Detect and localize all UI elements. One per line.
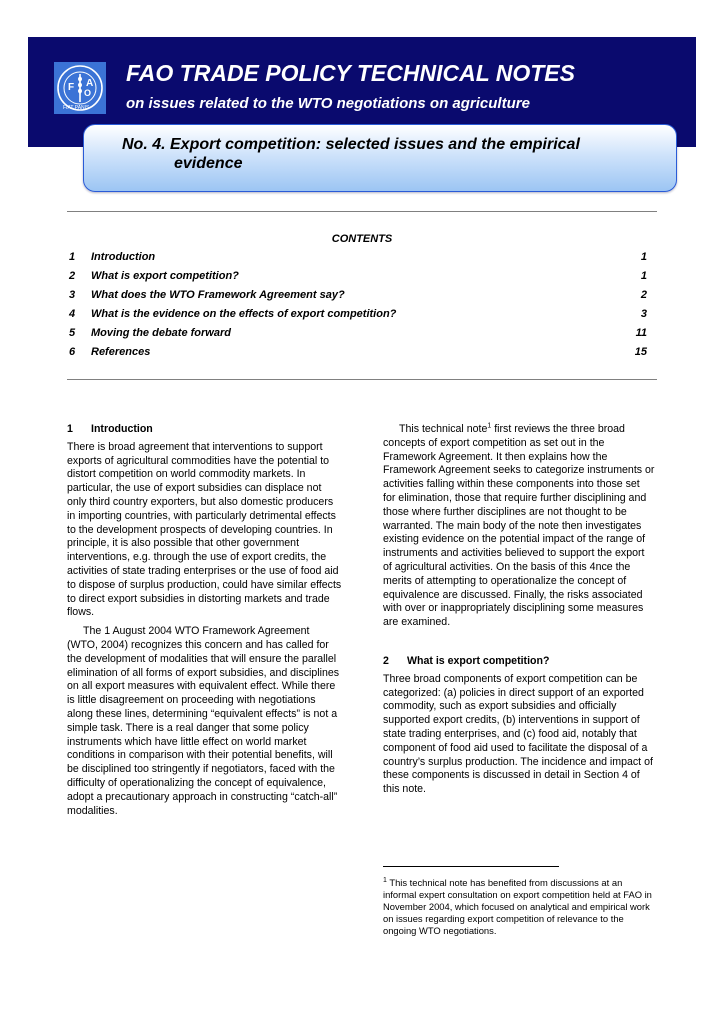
contents-heading: CONTENTS — [331, 233, 393, 245]
toc-item[interactable]: 5 Moving the debate forward 11 — [69, 327, 647, 339]
publication-title: FAO TRADE POLICY TECHNICAL NOTES — [126, 60, 575, 86]
note-title — [122, 135, 642, 173]
section-heading-introduction: 1 Introduction — [67, 423, 153, 435]
svg-text:FIAT PANIS: FIAT PANIS — [63, 105, 90, 111]
note-title-line1: No. 4. Export competition: selected issues and the empirical — [122, 136, 580, 153]
paragraph: Three broad components of export competition can be categorized: (a) policies in direct support of an exported commodity, such as export subsidies and officially supported export credits, (b) interventions in support of state trading enterprises, and (c) food aid, notably that component of food aid used to facilitate the disposal of a country’s surplus production. The incidence and impact of these components is discussed in detail in Section 4 of this note. — [383, 672, 653, 796]
footnote-ref[interactable]: 1 — [487, 422, 492, 430]
toc-item[interactable]: 1 Introduction 1 — [69, 251, 647, 263]
svg-text:F: F — [68, 82, 75, 93]
table-of-contents — [67, 251, 647, 365]
footnote: $^1$ This technical note has benefited from discussions at an informal expert consultation on export competition held at FAO in November 2004, which focused on analytical and empirical work on issues regarding export competition of relevance to the ongoing WTO negotiations. — [383, 876, 652, 936]
svg-text:O: O — [84, 88, 92, 98]
toc-item[interactable]: 2 What is export competition? 1 — [69, 270, 647, 282]
toc-item[interactable]: 6 References 15 — [69, 346, 647, 358]
right-column — [383, 423, 655, 797]
toc-item[interactable]: 3 What does the WTO Framework Agreement say? 2 — [69, 289, 647, 301]
left-column — [67, 423, 343, 818]
footnote-divider — [383, 866, 559, 867]
note-title-line2: evidence — [174, 155, 243, 172]
divider-bottom — [67, 379, 657, 380]
paragraph: The 1 August 2004 WTO Framework Agreement (WTO, 2004) recognizes this concern and has called for the development of modalities that will ensure the parallel elimination of all forms of export subsidies, and disciplines on all export measures with equivalent effect. While there is little disagreement on proceeding with negotiations along these lines, determining “equivalent effects” is not a simple task. There is a real danger that some policy instruments which have little effect on world market conditions in comparison with their potential benefits, will be disciplined too stringently if negotiators, faced with the difficulty of operationalizing the concept of equivalence, adopt a precautionary approach in constructing “catch-all” modalities. — [67, 625, 340, 817]
svg-text:A: A — [86, 78, 94, 89]
note-title-box — [83, 124, 677, 192]
section-heading-export-competition: 2 What is export competition? — [383, 654, 550, 667]
publication-subtitle: on issues related to the WTO negotiations on agriculture — [126, 95, 530, 112]
paragraph: There is broad agreement that interventions to support exports of agricultural commodities have the potential to distort competition on world commodity markets. In particular, the use of export subsidies can displace not only third country exporters, but also domestic producers in importing countries, with particularly detrimental effects to the development prospects of developing countries. In principle, it is also possible that other government interventions, e.g. through the use of export credits, the activities of state trading enterprises or the use of food aid to dispose of surplus production, could have similar effects to direct export subsidies in distorting markets and trade flows. — [67, 440, 342, 619]
fao-logo — [54, 62, 106, 114]
divider-top — [67, 211, 657, 212]
paragraph: This technical note$^1$ first reviews the three broad concepts of export competition as set out in the Framework Agreement. It then explains how the Framework Agreement seeks to categorize instruments or activities falling within these components into those set for elimination, those that require further disciplining and those where further disciplines are not thought to be warranted. The main body of the note then investigates existing evidence on the potential impact of the range of instruments and activities believed to support the export of agricultural activities. On the basis of this 4nce the merits of attempting to operationalize the concept of equivalence are discussed. Finally, the risks associated with over or inappropriately disciplining some measures are examined. — [383, 422, 655, 629]
toc-item[interactable]: 4 What is the evidence on the effects of export competition? 3 — [69, 308, 647, 320]
